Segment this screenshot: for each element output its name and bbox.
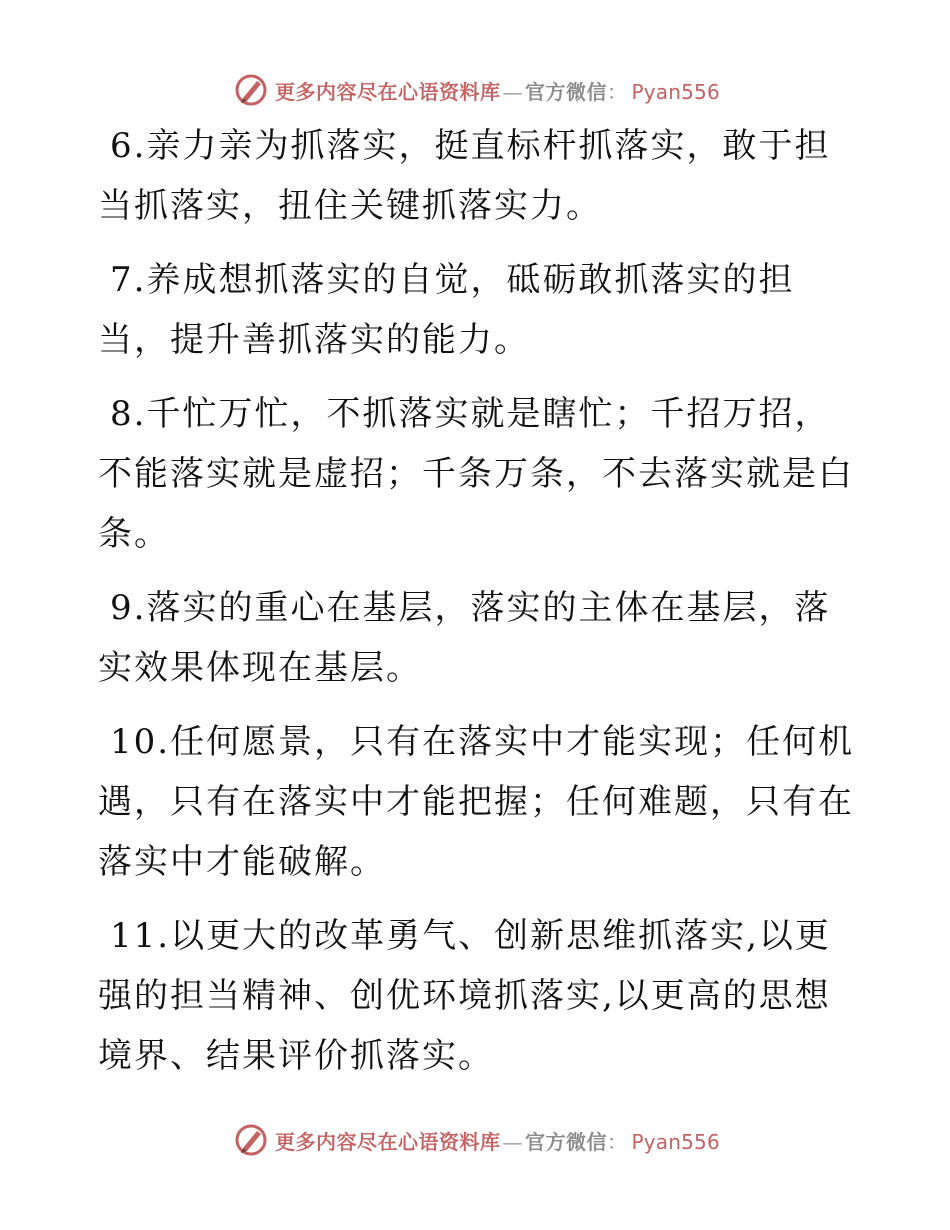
watermark-text [275, 76, 720, 105]
watermark-main-text: 更多内容尽在心语资料库 [275, 79, 501, 104]
list-item: 11.以更大的改革勇气、创新思维抓落实,以更强的担当精神、创优环境抓落实,以更高的思想境界、结果评价抓落实。 [98, 916, 831, 1076]
list-item: 6.亲力亲为抓落实，挺直标杆抓落实，敢于担当抓落实，扭住关键抓落实力。 [98, 126, 831, 226]
watermark-colon: ： [607, 79, 628, 104]
document-body [98, 116, 858, 1100]
watermark-label: 官方微信 [525, 79, 607, 104]
header-watermark [233, 70, 720, 110]
watermark-colon: ： [607, 1129, 628, 1154]
pen-in-circle-logo-icon [233, 72, 269, 108]
watermark-id: Pyan556 [631, 79, 720, 104]
watermark-separator: — [502, 79, 523, 104]
list-item: 9.落实的重心在基层，落实的主体在基层，落实效果体现在基层。 [98, 588, 831, 688]
watermark-main-text: 更多内容尽在心语资料库 [275, 1129, 501, 1154]
watermark-label: 官方微信 [525, 1129, 607, 1154]
list-item: 7.养成想抓落实的自觉，砥砺敢抓落实的担当，提升善抓落实的能力。 [98, 260, 795, 360]
watermark-separator: — [502, 1129, 523, 1154]
pen-in-circle-logo-icon [233, 1122, 269, 1158]
footer-watermark [233, 1120, 720, 1160]
watermark-text [275, 1126, 720, 1155]
watermark-id: Pyan556 [631, 1129, 720, 1154]
list-item: 8.千忙万忙，不抓落实就是瞎忙；千招万招，不能落实就是虚招；千条万条，不去落实就是白条。 [98, 394, 854, 554]
list-item: 10.任何愿景，只有在落实中才能实现；任何机遇，只有在落实中才能把握；任何难题，只有在落实中才能破解。 [98, 722, 855, 882]
